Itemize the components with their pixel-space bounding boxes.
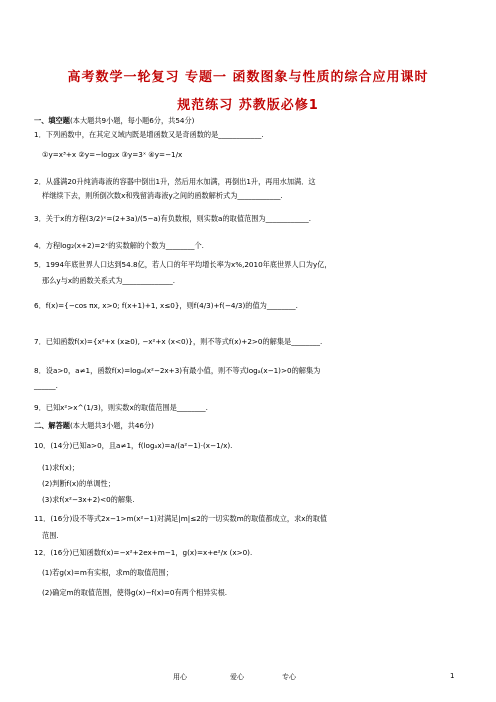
question-line: 9．已知x²>x^(1/3)，则实数x的取值范围是________. [34,403,208,412]
question-line: 4．方程log₂(x+2)=2ˣ的实数解的个数为________个. [34,241,204,250]
question-line: ______. [34,381,58,390]
section-answer [34,421,474,431]
answer-line: (1)若g(x)=m有实根，求m的取值范围； [42,568,173,577]
document-title-line-2: 规范练习 苏教版必修1 [177,98,319,113]
answer-line: (3)求f(x²−3x+2)<0的解集. [42,495,135,504]
question-line: ①y=x³+x ②y=−log₂x ③y=3ˣ ④y=−1/x [42,150,183,159]
section-heading: 二、解答题 [34,421,70,430]
footer-text: 爱心 [230,673,244,681]
question-line: 2．从盛满20升纯消毒液的容器中倒出1升，然后用水加满，再倒出1升，再用水加满．这 [34,177,316,186]
page-number: 1 [450,672,455,680]
section-note: (本大题共9小题，每小题6分，共54分) [69,116,195,125]
question-line: 5．1994年底世界人口达到54.8亿，若人口的年平均增长率为x%,2010年底世界人口为y亿， [34,260,332,269]
question-line: 3．关于x的方程(3/2)ˣ=(2+3a)/(5−a)有负数根，则实数a的取值范围为____________. [34,214,311,223]
section-fill-in [34,116,474,126]
question-line: 8．设a>0，a≠1，函数f(x)=logₐ(x²−2x+3)有最小值，则不等式logₐ(x−1)>0的解集为 [34,366,321,375]
document-title-line-1: 高考数学一轮复习 专题一 函数图象与性质的综合应用课时 [67,70,429,85]
answer-line: (2)判断f(x)的单调性； [42,479,115,488]
answer-line: 11．(16分)设不等式2x−1>m(x²−1)对满足|m|≤2的一切实数m的取值都成立，求x的取值 [34,514,328,523]
answer-line: 12．(16分)已知函数f(x)=−x²+2ex+m−1，g(x)=x+e²/x (x>0). [34,548,253,557]
answer-line: 范围. [42,531,59,540]
answer-line: (1)求f(x)； [42,463,79,472]
answer-line: 10．(14分)已知a>0，且a≠1，f(logₐx)=a/(a²−1)·(x−1/x). [34,441,233,450]
footer-text: 用心 [173,673,187,681]
question-line: 那么y与x的函数关系式为______________. [42,276,175,285]
question-line: 样继续下去，则所倒次数x和残留消毒液y之间的函数解析式为____________. [42,191,283,200]
question-line: 6．f(x)={−cos πx, x>0; f(x+1)+1, x≤0}，则f(4/3)+f(−4/3)的值为________. [34,301,298,310]
question-line: 7．已知函数f(x)={x²+x (x≥0), −x²+x (x<0)}，则不等式f(x)+2>0的解集是________. [34,337,323,346]
question-line: 1．下列函数中，在其定义域内既是增函数又是奇函数的是____________. [34,130,264,139]
section-heading: 一、填空题 [34,116,70,125]
section-note: (本大题共3小题，共46分) [69,421,154,430]
answer-line: (2)确定m的取值范围，使得g(x)−f(x)=0有两个相异实根. [42,588,228,597]
footer-text: 专心 [282,673,296,681]
